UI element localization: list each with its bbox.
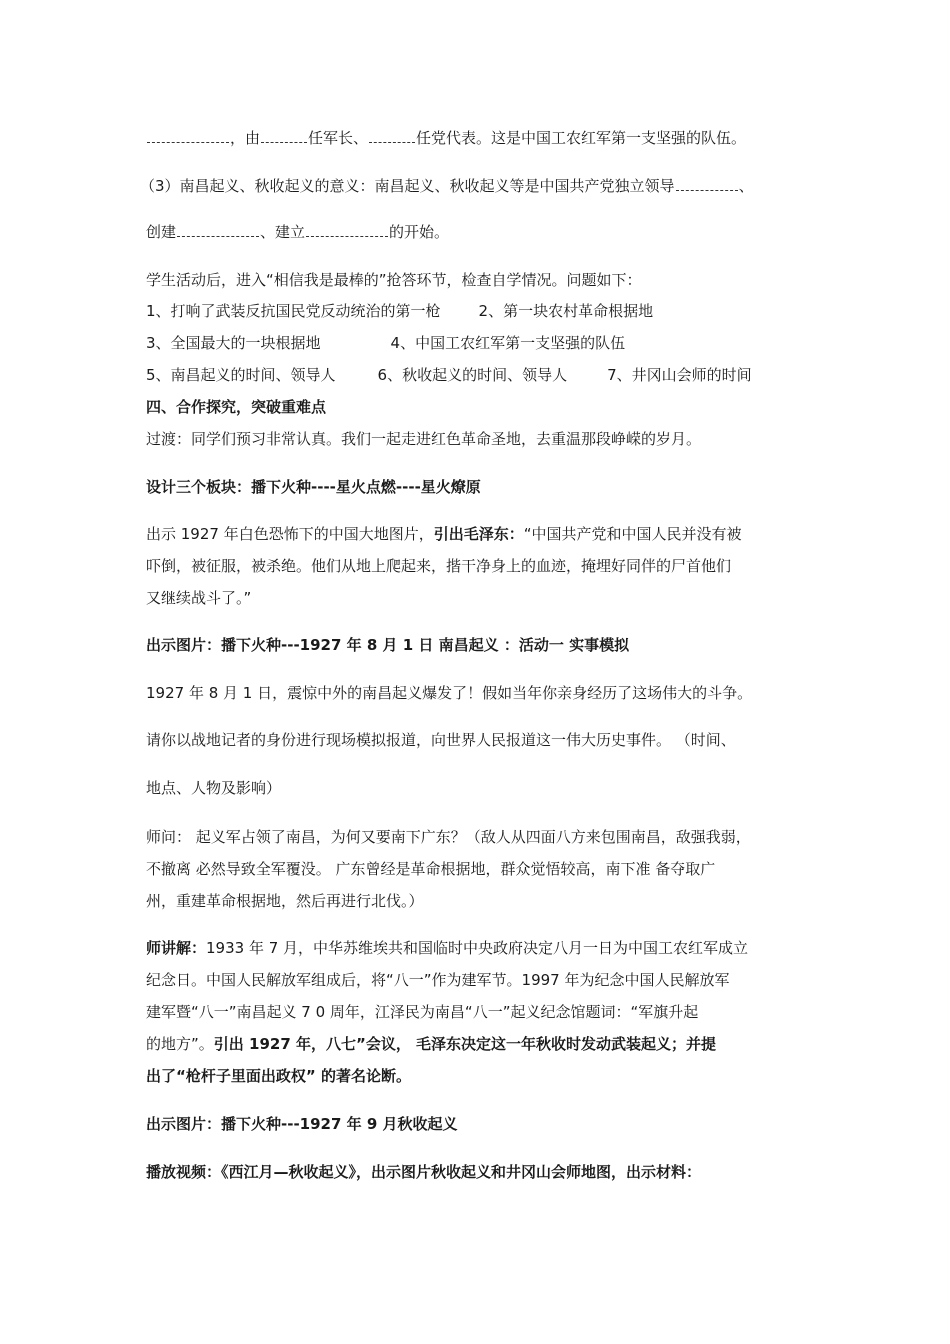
text: 1933 年 7 月，中华苏维埃共和国临时中央政府决定八月一日为中国工农红军成立 (206, 939, 749, 957)
question-6: 6、秋收起义的时间、领导人 (377, 366, 568, 384)
paragraph-3-line-1: 师问： 起义军占领了南昌，为何又要南下广东？（敌人从四面八方来包围南昌，敌强我弱， (146, 828, 751, 846)
question-row-2 (146, 333, 625, 353)
video-heading: 播放视频：《西江月—秋收起义》，出示图片秋收起义和井冈山会师地图，出示材料： (146, 1163, 702, 1181)
blank-field[interactable] (369, 130, 415, 143)
question-row-1 (146, 301, 653, 321)
blank-field[interactable] (147, 130, 229, 143)
paragraph-1-line-3: 又继续战斗了。” (146, 589, 252, 607)
paragraph-3-line-3: 州，重建革命根据地，然后再进行北伐。） (146, 892, 424, 910)
text: 出示 1927 年白色恐怖下的中国大地图片， (146, 525, 434, 543)
question-4: 4、中国工农红军第一支坚强的队伍 (390, 334, 626, 352)
design-heading: 设计三个板块：播下火种----星火点燃----星火燎原 (146, 478, 481, 496)
blank-field[interactable] (306, 224, 388, 237)
show-heading-1: 出示图片：播下火种---1927 年 8 月 1 日 南昌起义 ：活动一 实事模拟 (146, 636, 630, 654)
activity-intro: 学生活动后，进入“相信我是最棒的”抢答环节，检查自学情况。问题如下： (146, 271, 642, 289)
text-bold: 引出 1927 年，八七”会议， 毛泽东决定这一年秋收时发动武装起义；并提 (213, 1035, 717, 1053)
paragraph-4-line-1 (146, 938, 748, 958)
paragraph-2-line-2: 请你以战地记者的身份进行现场模拟报道，向世界人民报道这一伟大历史事件。 （时间、 (146, 731, 736, 749)
text-bold: 师讲解： (146, 939, 207, 957)
text-bold: 引出毛泽东： (433, 525, 524, 543)
paragraph-3-line-2: 不撤离 必然导致全军覆没。 广东曾经是革命根据地，群众觉悟较高，南下准 备夺取广 (146, 860, 716, 878)
question-row-3 (146, 365, 752, 385)
line-fill-3 (146, 222, 449, 242)
text: 的地方”。 (146, 1035, 214, 1053)
blank-field[interactable] (676, 178, 738, 191)
text: 、 (738, 177, 754, 195)
paragraph-2-line-3: 地点、人物及影响） (146, 779, 282, 797)
line-fill-1 (146, 128, 746, 148)
question-5: 5、南昌起义的时间、领导人 (146, 366, 336, 384)
transition-text: 过渡：同学们预习非常认真。我们一起走进红色革命圣地，去重温那段峥嵘的岁月。 (146, 430, 702, 448)
text: ，由 (230, 129, 261, 147)
paragraph-4-line-5: 出了“枪杆子里面出政权” 的著名论断。 (146, 1067, 411, 1085)
question-7: 7、井冈山会师的时间 (607, 366, 752, 384)
text: 任党代表。这是中国工农红军第一支坚强的队伍。 (416, 129, 747, 147)
blank-field[interactable] (261, 130, 307, 143)
question-2: 2、第一块农村革命根据地 (478, 302, 654, 320)
text: 创建 (146, 223, 177, 241)
paragraph-4-line-2: 纪念日。中国人民解放军组成后，将“八一”作为建军节。1997 年为纪念中国人民解放军 (146, 971, 730, 989)
paragraph-4-line-4 (146, 1034, 716, 1054)
text: （3）南昌起义、秋收起义的意义：南昌起义、秋收起义等是中国共产党独立领导 (140, 177, 675, 195)
show-heading-2: 出示图片：播下火种---1927 年 9 月秋收起义 (146, 1115, 458, 1133)
paragraph-1-line-2: 吓倒，被征服，被杀绝。他们从地上爬起来，揩干净身上的血迹，掩埋好同伴的尸首他们 (146, 557, 732, 575)
section-heading-4: 四、合作探究，突破重难点 (146, 398, 327, 416)
text: 、建立 (260, 223, 306, 241)
question-1: 1、打响了武装反抗国民党反动统治的第一枪 (146, 302, 441, 320)
line-fill-2 (140, 176, 754, 196)
paragraph-4-line-3: 建军暨“八一”南昌起义 7 0 周年，江泽民为南昌“八一”起义纪念馆题词：“军旗升起 (146, 1003, 699, 1021)
text: “中国共产党和中国人民并没有被 (523, 525, 742, 543)
text: 的开始。 (389, 223, 450, 241)
question-3: 3、全国最大的一块根据地 (146, 334, 321, 352)
paragraph-2-line-1: 1927 年 8 月 1 日，震惊中外的南昌起义爆发了！假如当年你亲身经历了这场伟大的斗争。 (146, 684, 753, 702)
text: 任军长、 (308, 129, 369, 147)
blank-field[interactable] (177, 224, 259, 237)
paragraph-1-line-1 (146, 524, 742, 544)
